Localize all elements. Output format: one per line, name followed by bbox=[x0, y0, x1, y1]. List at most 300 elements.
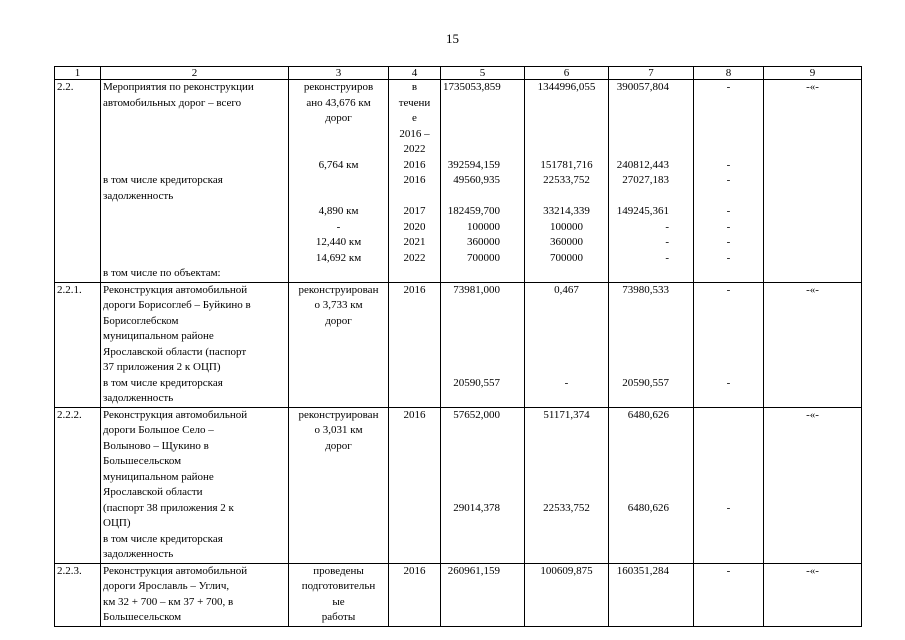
cell-line: 2020 bbox=[403, 220, 426, 233]
cell-line bbox=[391, 516, 438, 532]
cell-c9 bbox=[764, 282, 862, 407]
cell-line: 2.2.3. bbox=[57, 564, 82, 577]
cell-line: в том числе кредиторская bbox=[103, 532, 223, 545]
cell-line bbox=[391, 298, 438, 314]
column-header-4: 4 bbox=[389, 67, 441, 80]
cell-c2 bbox=[101, 282, 289, 407]
cell-line bbox=[291, 454, 386, 470]
cell-line bbox=[291, 266, 386, 282]
cell-line bbox=[291, 142, 386, 158]
cell-line: течени bbox=[398, 96, 431, 109]
cell-line: - bbox=[726, 283, 731, 296]
cell-line bbox=[391, 439, 438, 455]
table-row bbox=[55, 80, 862, 283]
cell-line bbox=[527, 189, 606, 205]
cell-line bbox=[443, 142, 522, 158]
cell-line: 2016 – bbox=[399, 127, 430, 140]
cell-line: 2.2.2. bbox=[57, 408, 82, 421]
cell-line: 2.2. bbox=[57, 81, 74, 93]
cell-line bbox=[291, 470, 386, 486]
column-header-7: 7 bbox=[609, 67, 694, 80]
cell-line: -«- bbox=[806, 81, 819, 93]
cell-line bbox=[696, 423, 761, 439]
cell-line bbox=[611, 610, 691, 626]
cell-line: 29014,378 bbox=[453, 501, 500, 514]
cell-line: Ярославской области (паспорт bbox=[103, 345, 247, 358]
cell-line bbox=[443, 391, 522, 407]
cell-line: Большесельском bbox=[103, 611, 182, 623]
cell-line: о 3,733 км bbox=[314, 299, 363, 311]
cell-line: дороги Ярославль – Углич, bbox=[103, 580, 230, 592]
cell-line bbox=[611, 314, 691, 330]
cell-c1 bbox=[55, 282, 101, 407]
cell-line: 37 приложения 2 к ОЦП) bbox=[103, 361, 221, 373]
cell-line bbox=[527, 423, 606, 439]
cell-line bbox=[443, 439, 522, 455]
cell-line: 6480,626 bbox=[627, 501, 669, 514]
cell-line: 73981,000 bbox=[453, 283, 500, 296]
cell-c8 bbox=[694, 282, 764, 407]
cell-line bbox=[443, 329, 522, 345]
cell-line: 14,692 км bbox=[315, 251, 362, 264]
cell-line: 2021 bbox=[403, 236, 426, 248]
cell-line bbox=[391, 501, 438, 517]
cell-line bbox=[527, 610, 606, 626]
cell-line bbox=[611, 532, 691, 548]
cell-line: дороги Борисоглеб – Буйкино в bbox=[103, 299, 251, 311]
cell-line bbox=[103, 127, 286, 143]
cell-c7 bbox=[609, 563, 694, 626]
cell-line bbox=[443, 579, 522, 595]
table-row bbox=[55, 282, 862, 407]
cell-line: км 32 + 700 – км 37 + 700, в bbox=[103, 595, 234, 608]
cell-line: 360000 bbox=[467, 236, 500, 248]
cell-line bbox=[527, 345, 606, 361]
cell-line: - bbox=[726, 501, 731, 514]
cell-line: - bbox=[726, 251, 731, 264]
cell-c9 bbox=[764, 80, 862, 283]
cell-line bbox=[103, 158, 286, 174]
cell-line bbox=[611, 329, 691, 345]
cell-line bbox=[391, 376, 438, 392]
cell-line: дорог bbox=[325, 439, 352, 452]
table-row bbox=[55, 407, 862, 563]
cell-line bbox=[291, 173, 386, 189]
cell-line: реконструирован bbox=[298, 283, 379, 296]
cell-line bbox=[443, 314, 522, 330]
cell-line: работы bbox=[321, 611, 356, 623]
cell-line bbox=[696, 314, 761, 330]
cell-c8 bbox=[694, 80, 764, 283]
cell-line: 12,440 км bbox=[315, 236, 362, 248]
cell-line bbox=[443, 96, 522, 112]
cell-line bbox=[527, 298, 606, 314]
cell-line bbox=[391, 266, 438, 282]
cell-line bbox=[291, 391, 386, 407]
cell-line bbox=[527, 127, 606, 143]
cell-line bbox=[611, 189, 691, 205]
cell-line bbox=[611, 266, 691, 282]
cell-line: ые bbox=[332, 595, 345, 608]
cell-line bbox=[391, 595, 438, 611]
cell-line bbox=[527, 314, 606, 330]
cell-line bbox=[391, 470, 438, 486]
cell-line: дороги Большое Село – bbox=[103, 424, 214, 436]
cell-c5 bbox=[441, 282, 525, 407]
cell-line: Реконструкция автомобильной bbox=[103, 283, 248, 296]
cell-line bbox=[696, 532, 761, 548]
cell-line: -«- bbox=[806, 564, 819, 577]
cell-line bbox=[103, 204, 286, 220]
cell-line bbox=[103, 235, 286, 251]
cell-line bbox=[696, 595, 761, 611]
column-header-9: 9 bbox=[764, 67, 862, 80]
cell-line bbox=[527, 532, 606, 548]
cell-line bbox=[696, 189, 761, 205]
cell-line bbox=[391, 189, 438, 205]
cell-line: реконструиров bbox=[303, 81, 374, 93]
cell-line: автомобильных дорог – всего bbox=[103, 96, 242, 109]
cell-line: 49560,935 bbox=[453, 174, 500, 186]
cell-line: Ярославской области bbox=[103, 486, 203, 498]
cell-line bbox=[527, 391, 606, 407]
cell-line: 1735053,859 bbox=[443, 81, 501, 93]
cell-line bbox=[611, 454, 691, 470]
cell-c4 bbox=[389, 80, 441, 283]
cell-line: е bbox=[412, 112, 417, 124]
cell-line bbox=[611, 96, 691, 112]
cell-line: задолженность bbox=[103, 189, 174, 202]
cell-c3 bbox=[289, 407, 389, 563]
cell-line: Реконструкция автомобильной bbox=[103, 564, 248, 577]
table-header-row bbox=[55, 67, 862, 80]
cell-line: 240812,443 bbox=[616, 158, 669, 171]
cell-c3 bbox=[289, 80, 389, 283]
cell-line: 2.2.1. bbox=[57, 283, 82, 296]
cell-line bbox=[391, 391, 438, 407]
cell-line bbox=[391, 360, 438, 376]
cell-line: дорог bbox=[325, 314, 352, 327]
cell-c5 bbox=[441, 563, 525, 626]
cell-line: 22533,752 bbox=[543, 174, 590, 186]
cell-line bbox=[291, 376, 386, 392]
cell-line bbox=[696, 142, 761, 158]
cell-line bbox=[611, 485, 691, 501]
page-number: 15 bbox=[446, 31, 459, 46]
cell-line bbox=[391, 579, 438, 595]
cell-line: 360000 bbox=[550, 236, 583, 248]
cell-line bbox=[611, 516, 691, 532]
column-header-3: 3 bbox=[289, 67, 389, 80]
cell-line bbox=[696, 454, 761, 470]
cell-line bbox=[527, 547, 606, 563]
cell-line bbox=[103, 111, 286, 127]
cell-line: 392594,159 bbox=[447, 158, 500, 171]
cell-line: 700000 bbox=[550, 251, 583, 264]
cell-line bbox=[696, 329, 761, 345]
cell-line bbox=[611, 142, 691, 158]
cell-line: (паспорт 38 приложения 2 к bbox=[103, 501, 234, 514]
cell-line bbox=[391, 547, 438, 563]
cell-line: 2022 bbox=[403, 143, 426, 155]
cell-c2 bbox=[101, 80, 289, 283]
cell-line: 1344996,055 bbox=[537, 81, 596, 93]
cell-c7 bbox=[609, 282, 694, 407]
cell-line: - bbox=[726, 158, 731, 171]
cell-c1 bbox=[55, 407, 101, 563]
cell-c5 bbox=[441, 80, 525, 283]
cell-line: в том числе кредиторская bbox=[103, 376, 223, 389]
column-header-6: 6 bbox=[525, 67, 609, 80]
cell-line bbox=[291, 547, 386, 563]
cell-line: 2017 bbox=[403, 205, 426, 217]
cell-line: -«- bbox=[806, 283, 819, 296]
cell-c6 bbox=[525, 563, 609, 626]
cell-line bbox=[527, 329, 606, 345]
cell-line: 100609,875 bbox=[540, 564, 593, 577]
cell-line bbox=[443, 485, 522, 501]
cell-line bbox=[291, 329, 386, 345]
cell-c8 bbox=[694, 563, 764, 626]
cell-line: - bbox=[726, 236, 731, 248]
cell-line bbox=[527, 485, 606, 501]
cell-line bbox=[391, 423, 438, 439]
cell-line bbox=[696, 579, 761, 595]
cell-line: - bbox=[726, 174, 731, 186]
cell-line: проведены bbox=[313, 564, 364, 577]
cell-line: 151781,716 bbox=[540, 158, 593, 171]
cell-c2 bbox=[101, 563, 289, 626]
cell-line: 2016 bbox=[403, 158, 426, 171]
cell-line bbox=[443, 345, 522, 361]
cell-line: 20590,557 bbox=[453, 376, 500, 389]
cell-line bbox=[696, 516, 761, 532]
cell-line bbox=[527, 266, 606, 282]
cell-line bbox=[291, 127, 386, 143]
cell-line bbox=[696, 610, 761, 626]
cell-line: 149245,361 bbox=[616, 205, 669, 217]
cell-line bbox=[391, 314, 438, 330]
cell-c3 bbox=[289, 563, 389, 626]
cell-line: Мероприятия по реконструкции bbox=[103, 81, 254, 93]
cell-line: 700000 bbox=[467, 251, 500, 264]
cell-line bbox=[391, 454, 438, 470]
cell-line bbox=[527, 96, 606, 112]
cell-line bbox=[443, 454, 522, 470]
cell-line bbox=[611, 298, 691, 314]
table-row bbox=[55, 563, 862, 626]
cell-line bbox=[391, 345, 438, 361]
cell-line bbox=[527, 360, 606, 376]
cell-line: 20590,557 bbox=[622, 376, 669, 389]
cell-line: задолженность bbox=[103, 392, 174, 404]
cell-line bbox=[696, 127, 761, 143]
cell-line: реконструирован bbox=[298, 408, 379, 421]
cell-line bbox=[527, 516, 606, 532]
cell-line: 182459,700 bbox=[447, 205, 500, 217]
cell-line: 0,467 bbox=[554, 283, 579, 296]
cell-line bbox=[696, 360, 761, 376]
cell-line bbox=[443, 547, 522, 563]
cell-line bbox=[443, 516, 522, 532]
cell-line: Борисоглебском bbox=[103, 314, 179, 327]
cell-line bbox=[103, 142, 286, 158]
cell-line: в том числе кредиторская bbox=[103, 174, 223, 186]
cell-line: в bbox=[411, 81, 418, 93]
cell-line: - bbox=[564, 376, 569, 389]
column-header-5: 5 bbox=[441, 67, 525, 80]
cell-line bbox=[103, 220, 286, 236]
cell-line: о 3,031 км bbox=[314, 424, 363, 436]
cell-c6 bbox=[525, 407, 609, 563]
cell-line: 2016 bbox=[403, 408, 426, 421]
cell-line bbox=[443, 610, 522, 626]
cell-line bbox=[443, 298, 522, 314]
cell-line bbox=[291, 485, 386, 501]
cell-line: 390057,804 bbox=[616, 81, 669, 93]
column-header-8: 8 bbox=[694, 67, 764, 80]
cell-line: 2022 bbox=[403, 251, 426, 264]
cell-line bbox=[611, 127, 691, 143]
cell-line: - bbox=[726, 564, 731, 577]
cell-line: - bbox=[336, 220, 341, 233]
cell-line: - bbox=[726, 205, 731, 217]
cell-line bbox=[527, 579, 606, 595]
cell-line: подготовительн bbox=[301, 580, 376, 592]
cell-line bbox=[527, 470, 606, 486]
cell-line bbox=[391, 485, 438, 501]
cell-line: дорог bbox=[325, 112, 352, 124]
cell-line bbox=[527, 454, 606, 470]
cell-c6 bbox=[525, 282, 609, 407]
cell-line bbox=[696, 345, 761, 361]
cell-line bbox=[391, 329, 438, 345]
cell-c4 bbox=[389, 563, 441, 626]
cell-line: 22533,752 bbox=[543, 501, 590, 514]
cell-line bbox=[611, 547, 691, 563]
cell-line bbox=[611, 360, 691, 376]
cell-line: - bbox=[665, 220, 669, 233]
cell-line bbox=[291, 516, 386, 532]
cell-line bbox=[696, 266, 761, 282]
cell-line: 160351,284 bbox=[616, 564, 669, 577]
column-header-2: 2 bbox=[101, 67, 289, 80]
cell-line: 2016 bbox=[403, 564, 426, 577]
cell-line bbox=[443, 360, 522, 376]
cell-line bbox=[443, 266, 522, 282]
cell-line bbox=[696, 439, 761, 455]
cell-line bbox=[103, 251, 286, 267]
cell-line bbox=[696, 298, 761, 314]
column-header-1: 1 bbox=[55, 67, 101, 80]
cell-c6 bbox=[525, 80, 609, 283]
cell-c2 bbox=[101, 407, 289, 563]
cell-line bbox=[291, 360, 386, 376]
cell-line bbox=[696, 111, 761, 127]
cell-line: -«- bbox=[806, 408, 819, 421]
cell-line bbox=[696, 408, 761, 424]
cell-line: муниципальном районе bbox=[103, 470, 214, 483]
cell-line bbox=[291, 501, 386, 517]
cell-line bbox=[696, 96, 761, 112]
cell-line: муниципальном районе bbox=[103, 330, 214, 342]
cell-line bbox=[443, 127, 522, 143]
cell-line bbox=[527, 439, 606, 455]
cell-line: - bbox=[726, 220, 731, 233]
cell-line bbox=[527, 142, 606, 158]
cell-line: 4,890 км bbox=[318, 205, 359, 217]
cell-c7 bbox=[609, 407, 694, 563]
cell-line bbox=[611, 423, 691, 439]
cell-line: 260961,159 bbox=[447, 564, 500, 577]
cell-line: 33214,339 bbox=[543, 205, 590, 217]
cell-c3 bbox=[289, 282, 389, 407]
cell-c7 bbox=[609, 80, 694, 283]
cell-line: 6480,626 bbox=[627, 408, 669, 421]
cell-line bbox=[611, 595, 691, 611]
cell-line: - bbox=[665, 236, 669, 248]
cell-line: 73980,533 bbox=[622, 283, 669, 296]
cell-line: ано 43,676 км bbox=[306, 96, 371, 109]
cell-line bbox=[391, 532, 438, 548]
cell-line bbox=[611, 345, 691, 361]
cell-line bbox=[611, 439, 691, 455]
cell-c9 bbox=[764, 563, 862, 626]
cell-line bbox=[696, 470, 761, 486]
cell-line bbox=[291, 189, 386, 205]
cell-c5 bbox=[441, 407, 525, 563]
cell-line: 27027,183 bbox=[622, 174, 669, 186]
cell-line bbox=[443, 189, 522, 205]
cell-line bbox=[443, 470, 522, 486]
cell-line: 100000 bbox=[467, 220, 500, 233]
cell-line bbox=[611, 470, 691, 486]
cell-line bbox=[696, 547, 761, 563]
cell-c1 bbox=[55, 80, 101, 283]
cell-line: ОЦП) bbox=[103, 517, 131, 529]
cell-c9 bbox=[764, 407, 862, 563]
cell-line bbox=[391, 610, 438, 626]
cell-line: - bbox=[726, 81, 731, 93]
cell-line: 100000 bbox=[550, 220, 583, 233]
cell-line bbox=[443, 532, 522, 548]
cell-line bbox=[696, 391, 761, 407]
cell-line bbox=[611, 111, 691, 127]
cell-line: задолженность bbox=[103, 548, 174, 560]
cell-line: Большесельском bbox=[103, 455, 182, 467]
cell-c4 bbox=[389, 407, 441, 563]
cell-c1 bbox=[55, 563, 101, 626]
cell-line bbox=[611, 391, 691, 407]
cell-c4 bbox=[389, 282, 441, 407]
cell-line: 51171,374 bbox=[543, 408, 590, 421]
cell-line: Реконструкция автомобильной bbox=[103, 408, 248, 421]
cell-line: в том числе по объектам: bbox=[103, 267, 221, 279]
cell-c8 bbox=[694, 407, 764, 563]
cell-line: Волыново – Щукино в bbox=[103, 439, 209, 452]
cell-line bbox=[696, 485, 761, 501]
cell-line: - bbox=[665, 251, 669, 264]
cell-line: 2016 bbox=[403, 283, 426, 296]
cell-line bbox=[527, 111, 606, 127]
cell-line bbox=[291, 345, 386, 361]
cell-line: - bbox=[726, 376, 731, 389]
cell-line bbox=[443, 111, 522, 127]
cell-line bbox=[443, 595, 522, 611]
cell-line: 57652,000 bbox=[453, 408, 500, 421]
cell-line bbox=[527, 595, 606, 611]
cell-line bbox=[443, 423, 522, 439]
